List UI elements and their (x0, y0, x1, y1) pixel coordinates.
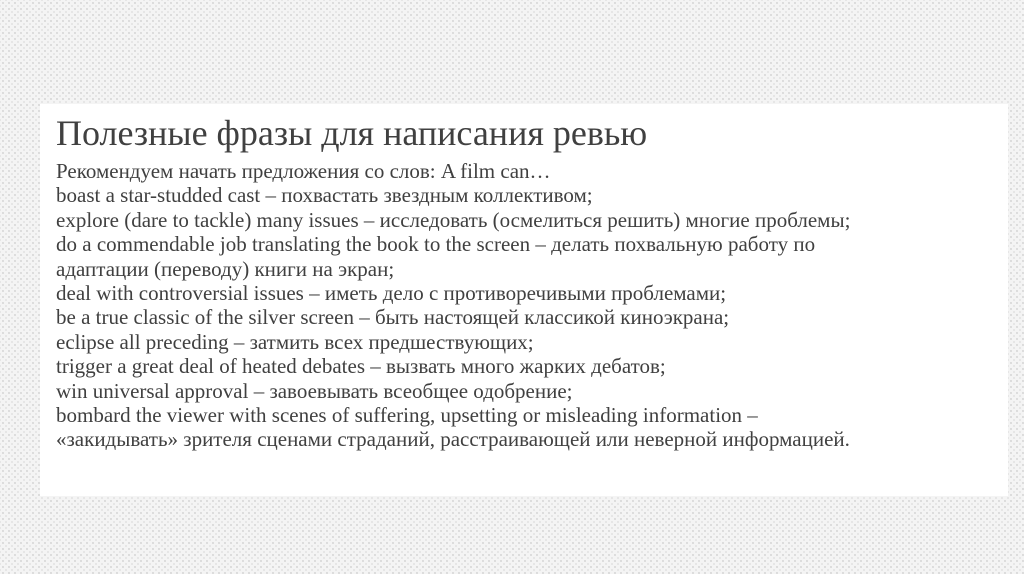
phrase-line: «закидывать» зрителя сценами страданий, расстраивающей или неверной информацией. (56, 427, 850, 452)
phrase-line: explore (dare to tackle) many issues – исследовать (осмелиться решить) многие проблемы; (56, 207, 851, 232)
phrase-line: boast a star-studded cast – похвастать звездным коллективом; (56, 183, 593, 208)
phrase-line: адаптации (переводу) книги на экран; (56, 256, 395, 281)
phrase-line: trigger a great deal of heated debates – вызвать много жарких дебатов; (56, 354, 666, 379)
phrase-line: bombard the viewer with scenes of suffering, upsetting or misleading information – (56, 403, 758, 428)
phrase-line: deal with controversial issues – иметь дело с противоречивыми проблемами; (56, 281, 727, 306)
phrase-list (56, 159, 850, 452)
slide-title: Полезные фразы для написания ревью (56, 113, 648, 153)
phrase-line: be a true classic of the silver screen – быть настоящей классикой киноэкрана; (56, 305, 730, 330)
phrase-line: do a commendable job translating the book to the screen – делать похвальную работу по (56, 232, 816, 257)
intro-line: Рекомендуем начать предложения со слов: A film can… (56, 159, 551, 183)
phrase-line: eclipse all preceding – затмить всех предшествующих; (56, 329, 534, 354)
phrase-line: win universal approval – завоевывать всеобщее одобрение; (56, 378, 573, 403)
